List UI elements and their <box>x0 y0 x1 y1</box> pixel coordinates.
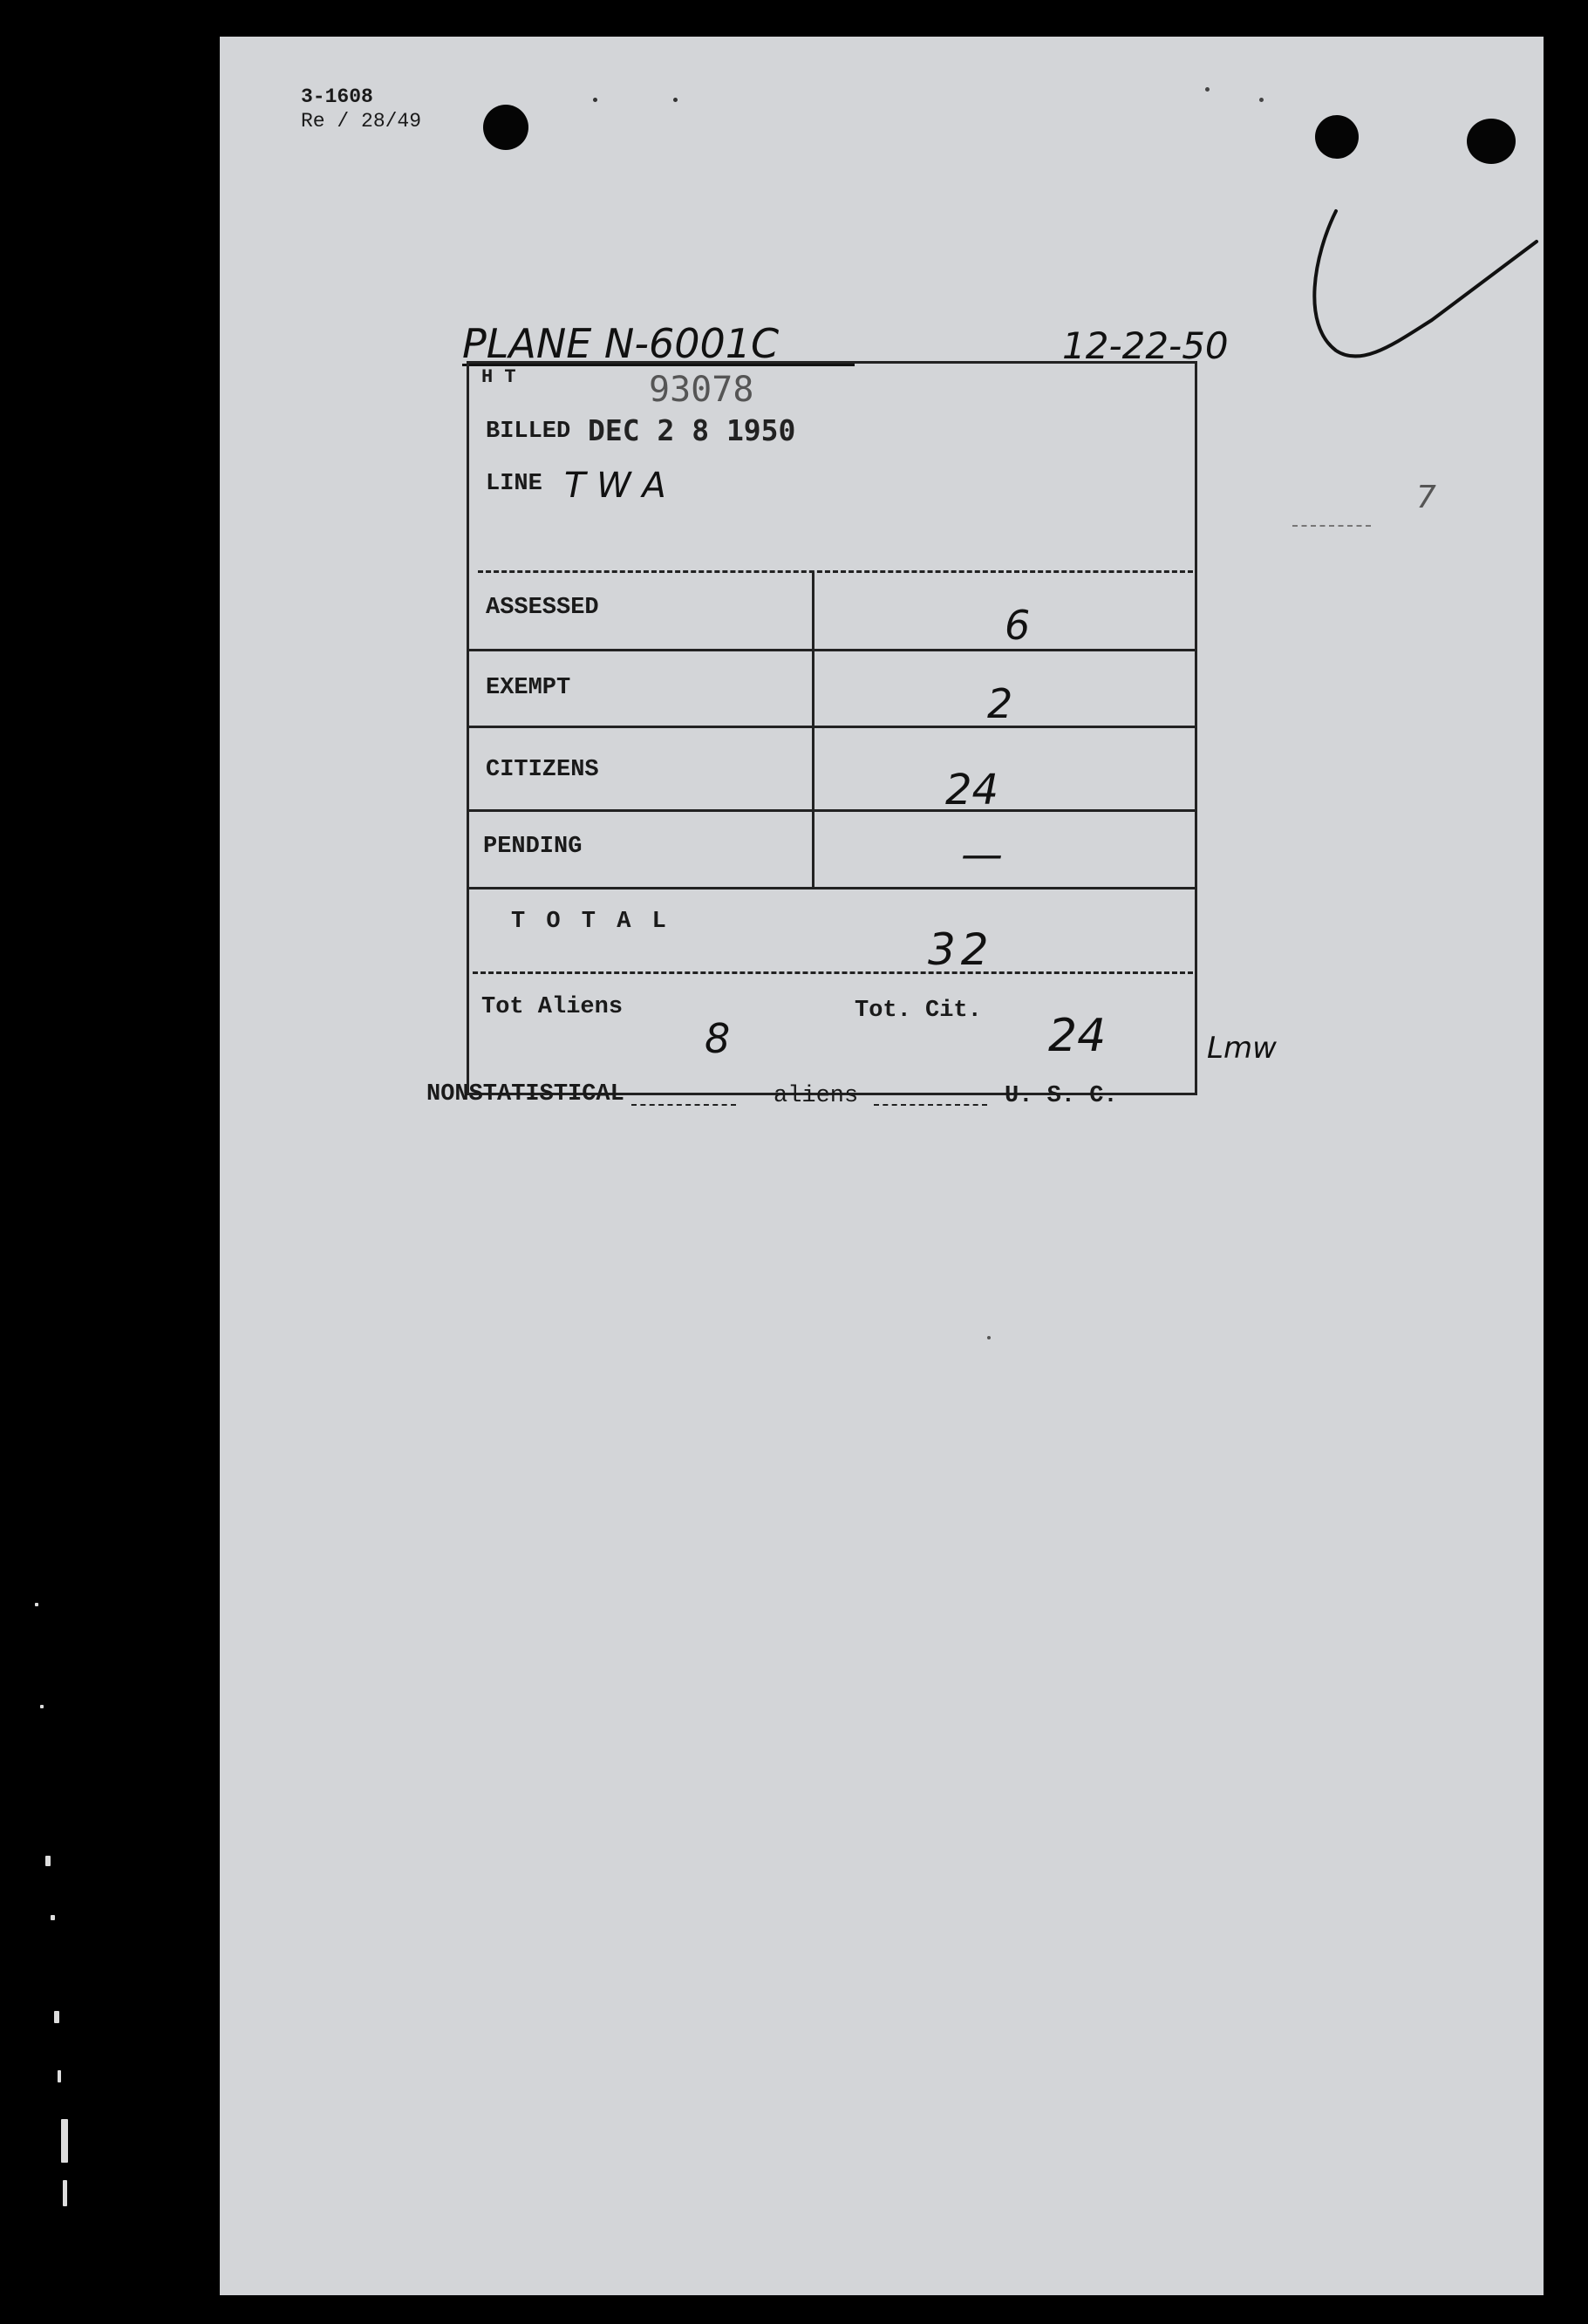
margin-mark: 7 <box>1416 480 1436 515</box>
row-value-pending: — <box>961 830 1003 879</box>
speck <box>1205 87 1210 92</box>
reviewer-initials: Lmw <box>1207 1031 1277 1066</box>
edge-speck <box>61 2119 68 2163</box>
row-value-citizens: 24 <box>945 766 999 814</box>
tot-aliens-value: 8 <box>705 1015 731 1062</box>
row-value-exempt: 2 <box>987 680 1013 727</box>
speck <box>1259 98 1264 102</box>
divider-row-2 <box>469 726 1195 728</box>
row-label-exempt: EXEMPT <box>486 675 571 701</box>
entry-date: 12-22-50 <box>1062 324 1229 367</box>
document-page <box>220 37 1544 2295</box>
edge-speck <box>51 1915 55 1920</box>
divider-row-4 <box>469 887 1195 889</box>
speck <box>987 1336 991 1339</box>
row-label-pending: PENDING <box>483 834 583 860</box>
edge-speck <box>63 2180 67 2206</box>
total-label: T O T A L <box>511 909 670 935</box>
punch-hole-center <box>1315 115 1359 159</box>
edge-speck <box>58 2070 61 2082</box>
punch-hole-right <box>1467 119 1516 164</box>
nonstat-usc-label: U. S. C. <box>1005 1083 1118 1109</box>
margin-dash <box>1292 525 1371 527</box>
speck <box>673 98 678 102</box>
tot-aliens-label: Tot Aliens <box>481 994 624 1020</box>
line-label: LINE <box>486 471 542 497</box>
plane-number: PLANE N-6001C <box>462 320 780 367</box>
edge-speck <box>40 1705 44 1708</box>
total-value: 32 <box>928 924 994 975</box>
nonstat-aliens-label: aliens <box>774 1083 859 1109</box>
column-divider <box>812 572 814 887</box>
row-label-citizens: CITIZENS <box>486 757 599 783</box>
edge-speck <box>45 1856 51 1866</box>
divider-row-3 <box>469 809 1195 812</box>
nonstat-aliens-blank <box>631 1104 736 1106</box>
tot-cit-label: Tot. Cit. <box>855 998 982 1024</box>
divider-header <box>478 570 1193 573</box>
punch-hole-left <box>483 105 528 150</box>
divider-row-1 <box>469 649 1195 651</box>
edge-speck <box>54 2011 59 2023</box>
nonstat-usc-blank <box>874 1104 987 1106</box>
row-value-assessed: 6 <box>1005 602 1031 649</box>
row-label-assessed: ASSESSED <box>486 595 599 621</box>
form-revision: Re / 28/49 <box>301 110 422 133</box>
billed-date-stamp: DEC 2 8 1950 <box>588 413 796 447</box>
ht-label: H T <box>481 366 516 388</box>
edge-speck <box>35 1603 38 1606</box>
tot-cit-value: 24 <box>1048 1010 1107 1062</box>
line-value: T W A <box>564 466 666 506</box>
nonstat-label: NONSTATISTICAL <box>426 1081 624 1107</box>
form-number: 3-1608 <box>301 85 373 108</box>
check-mark-icon <box>1301 176 1545 394</box>
billed-label: BILLED <box>486 419 571 445</box>
speck <box>593 98 597 102</box>
ht-number-stamp: 93078 <box>649 370 754 410</box>
divider-total <box>473 971 1193 974</box>
